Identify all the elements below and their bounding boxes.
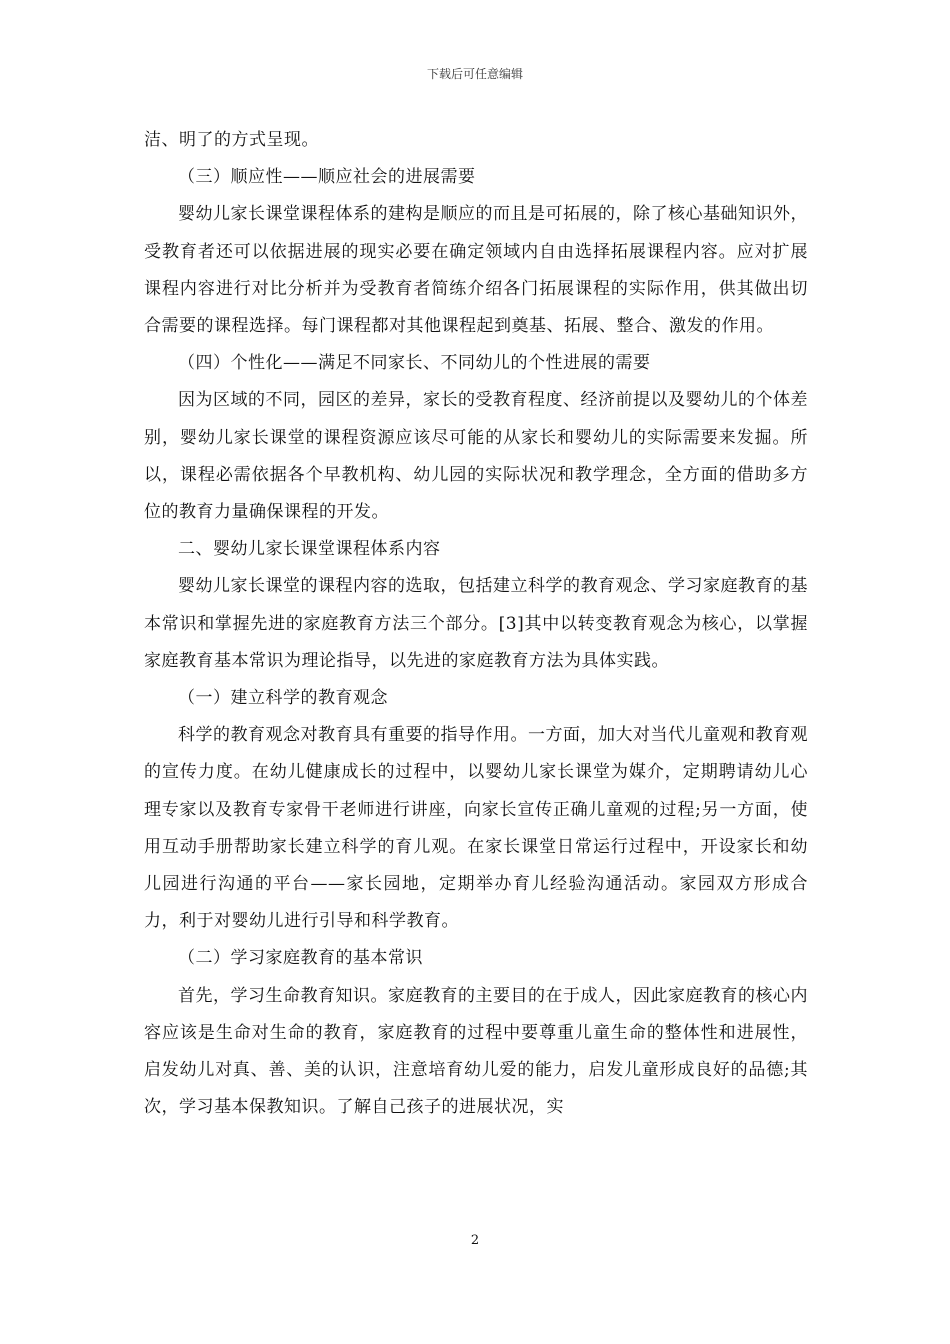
paragraph-continuation: 洁、明了的方式呈现。 [144, 130, 319, 150]
paragraph: 因为区域的不同，园区的差异，家长的受教育程度、经济前提以及婴幼儿的个体差别，婴幼儿家长课堂的课程资源应该尽可能的从家长和婴幼儿的实际需要来发掘。所以，课程必需依据各个早教机构、幼儿园的实际状况和教学理念，全方面的借助多方位的教育力量确保课程的开发。 [144, 390, 808, 523]
subheading-education-concept: （一）建立科学的教育观念 [178, 688, 388, 709]
paragraph: 首先，学习生命教育知识。家庭教育的主要目的在于成人，因此家庭教育的核心内容应该是生命对生命的教育，家庭教育的过程中要尊重儿童生命的整体性和进展性，启发幼儿对真、善、美的认识，注意培育幼儿爱的能力，启发儿童形成良好的品德;其次，学习基本保教知识。了解自己孩子的进展状况，实 [144, 985, 808, 1118]
paragraph: 科学的教育观念对教育具有重要的指导作用。一方面，加大对当代儿童观和教育观的宣传力度。在幼儿健康成长的过程中，以婴幼儿家长课堂为媒介，定期聘请幼儿心理专家以及教育专家骨干老师进行讲座，向家长宣传正确儿童观的过程;另一方面，使用互动手册帮助家长建立科学的育儿观。在家长课堂日常运行过程中，开设家长和幼儿园进行沟通的平台——家长园地，定期举办育儿经验沟通活动。家园双方形成合力，利于对婴幼儿进行引导和科学教育。 [144, 725, 808, 932]
subheading-adaptability: （三）顺应性——顺应社会的进展需要 [178, 167, 476, 188]
section-heading-course-content: 二、婴幼儿家长课堂课程体系内容 [178, 539, 441, 560]
subheading-basic-knowledge: （二）学习家庭教育的基本常识 [178, 948, 423, 969]
document-body [144, 122, 808, 1126]
paragraph: 婴幼儿家长课堂的课程内容的选取，包括建立科学的教育观念、学习家庭教育的基本常识和掌握先进的家庭教育方法三个部分。[3]其中以转变教育观念为核心，以掌握家庭教育基本常识为理论指导，以先进的家庭教育方法为具体实践。 [144, 576, 808, 671]
page-number: 2 [470, 1233, 480, 1248]
paragraph: 婴幼儿家长课堂课程体系的建构是顺应的而且是可拓展的，除了核心基础知识外，受教育者还可以依据进展的现实必要在确定领域内自由选择拓展课程内容。应对扩展课程内容进行对比分析并为受教育者简练介绍各门拓展课程的实际作用，供其做出切合需要的课程选择。每门课程都对其他课程起到奠基、拓展、整合、激发的作用。 [144, 204, 808, 337]
subheading-individualization: （四）个性化——满足不同家长、不同幼儿的个性进展的需要 [178, 353, 651, 374]
page-header-note: 下载后可任意编辑 [426, 67, 523, 81]
